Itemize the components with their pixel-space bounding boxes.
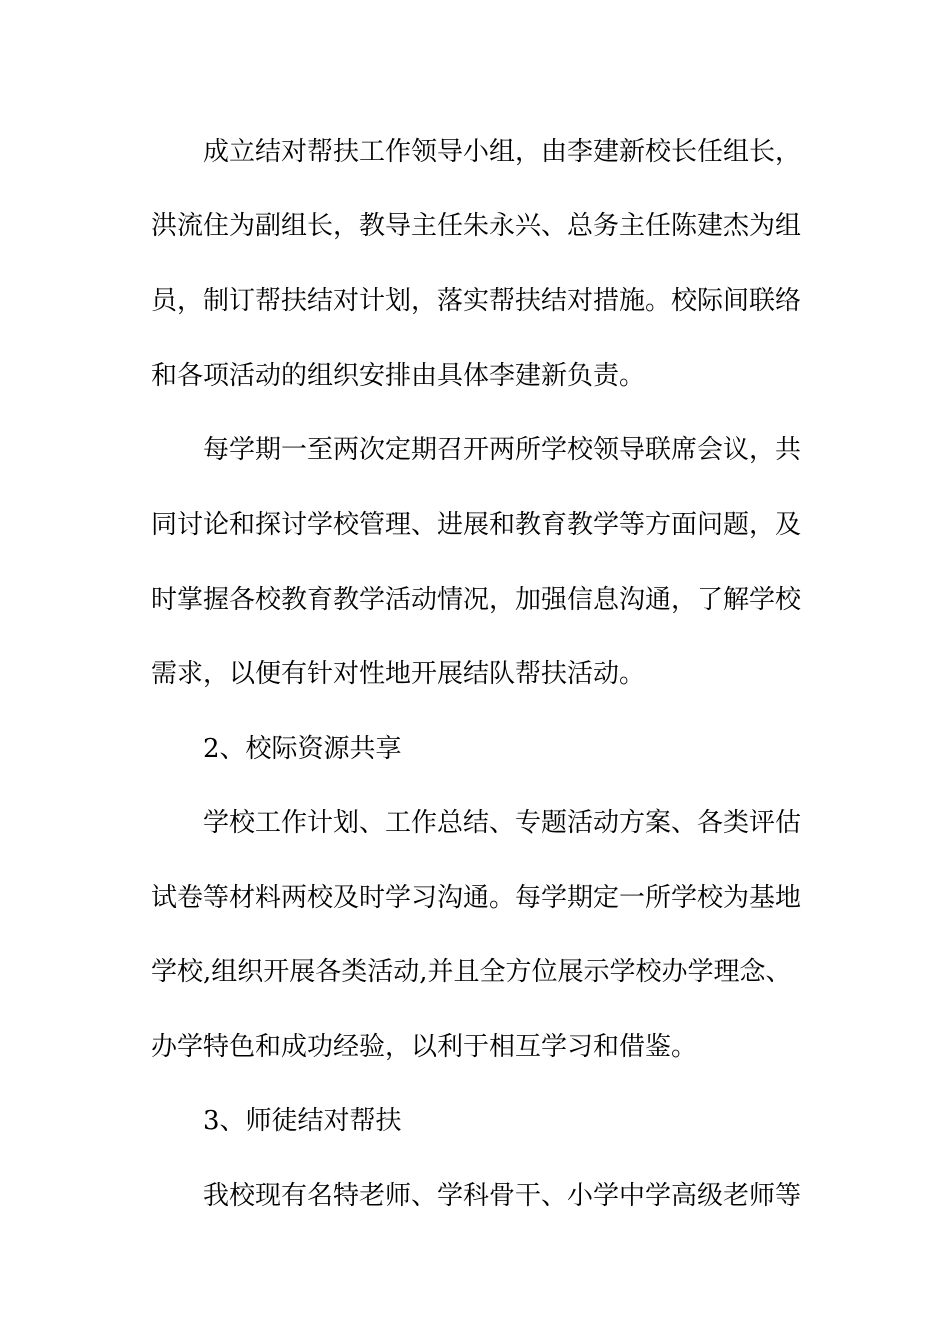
paragraph-1-line-1: 成立结对帮扶工作领导小组，由李建新校长任组长， (203, 137, 802, 167)
paragraph-3-line-3: 学校,组织开展各类活动,并且全方位展示学校办学理念、 (151, 957, 792, 987)
paragraph-1-line-4: 和各项活动的组织安排由具体李建新负责。 (151, 361, 646, 391)
paragraph-2-line-3: 时掌握各校教育教学活动情况，加强信息沟通，了解学校 (151, 585, 802, 615)
section-heading-3: 3、师徒结对帮扶 (203, 1106, 402, 1136)
paragraph-2-line-1: 每学期一至两次定期召开两所学校领导联席会议，共 (203, 435, 802, 465)
paragraph-2-line-4: 需求，以便有针对性地开展结队帮扶活动。 (151, 659, 646, 689)
paragraph-4-line-1: 我校现有名特老师、学科骨干、小学中学高级老师等 (203, 1181, 802, 1211)
paragraph-3-line-2: 试卷等材料两校及时学习沟通。每学期定一所学校为基地 (151, 883, 802, 913)
paragraph-1-line-2: 洪流住为副组长，教导主任朱永兴、总务主任陈建杰为组 (151, 211, 802, 241)
paragraph-3-line-1: 学校工作计划、工作总结、专题活动方案、各类评估 (203, 808, 802, 838)
section-heading-2: 2、校际资源共享 (203, 734, 402, 764)
paragraph-2-line-2: 同讨论和探讨学校管理、进展和教育教学等方面问题，及 (151, 510, 802, 540)
paragraph-1-line-3: 员，制订帮扶结对计划，落实帮扶结对措施。校际间联络 (151, 286, 802, 316)
paragraph-3-line-4: 办学特色和成功经验，以利于相互学习和借鉴。 (151, 1032, 698, 1062)
